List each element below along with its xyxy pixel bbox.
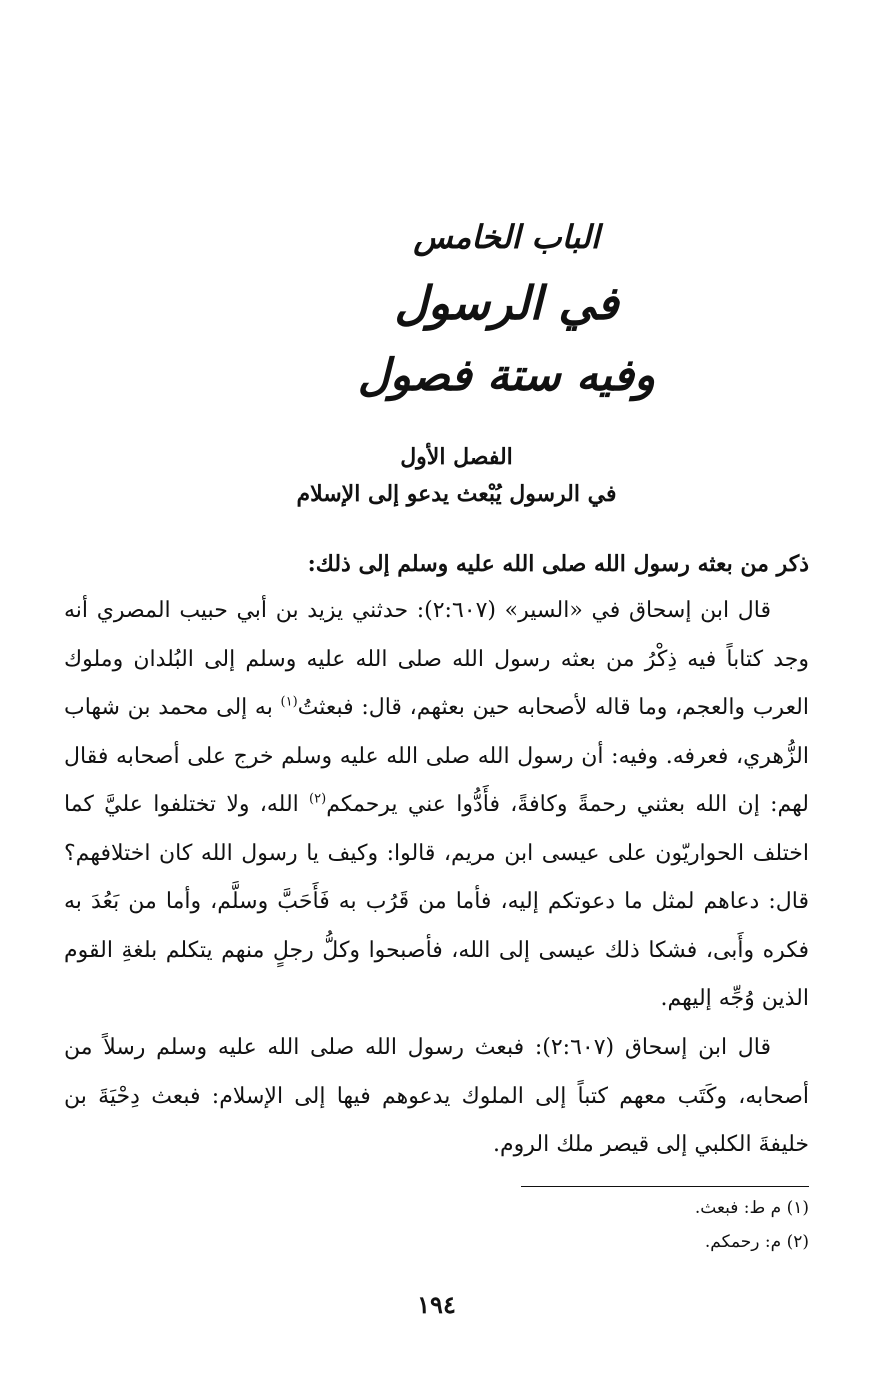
footnote-divider bbox=[521, 1186, 809, 1187]
footnote-ref-2[interactable]: (٢) bbox=[309, 791, 327, 807]
lead-line: ذكر من بعثه رسول الله صلى الله عليه وسلم إلى ذلك: bbox=[307, 551, 809, 577]
paragraph-2: قال ابن إسحاق (٢:٦٠٧): فبعث رسول الله صلى الله عليه وسلم رسلاً من أصحابه، وكَتَب معهم كتباً إلى الملوك يدعوهم فيها إلى الإسلام: فبعث دِحْيَةَ بن خليفةَ الكلبي إلى قيصر ملك الروم. bbox=[64, 1035, 809, 1157]
footnote-ref-1[interactable]: (١) bbox=[280, 694, 298, 710]
page-number: ١٩٤ bbox=[417, 1290, 456, 1319]
paragraph-1-part-a: قال ابن إسحاق في «السير» (٢:٦٠٧): حدثني يزيد بن أبي حبيب المصري أنه وجد كتاباً فيه ذِكْرُ من بعثه رسول الله صلى الله عليه وسلم إلى البُلدان وملوك العرب والعجم، وما قاله لأصحابه حين بعثهم، قال: فبعثتُ bbox=[64, 598, 809, 720]
footnote-1: (١) م ط: فبعث. bbox=[694, 1198, 809, 1218]
paragraph-1-part-c: الله، ولا تختلفوا عليَّ كما اختلف الحواريّون على عيسى ابن مريم، قالوا: وكيف يا رسول الله كان اختلافهم؟ قال: دعاهم لمثل ما دعوتكم إليه، فأما من قَرُب به فَأَحَبَّ وسلَّم، وأما من بَعُدَ به فكره وأَبى، فشكا ذلك عيسى إلى الله، فأصبحوا وكلُّ رجلٍ منهم يتكلم بلغةِ القوم الذين وُجِّه إليهم. bbox=[64, 792, 809, 1011]
footnote-2: (٢) م: رحمكم. bbox=[704, 1232, 809, 1252]
chapter-sections-note: وفيه ستة فصول bbox=[357, 350, 656, 401]
section-heading: الفصل الأول bbox=[400, 444, 513, 470]
section-subheading: في الرسول يُبْعث يدعو إلى الإسلام bbox=[296, 481, 617, 507]
paragraph-1-part-b: به إلى محمد بن شهاب الزُّهري، فعرفه. وفيه: أن رسول الله صلى الله عليه وسلم خرج على أصحابه فقال لهم: إن الله بعثني رحمةً وكافةً، فأَدُّوا عني يرحمكم bbox=[64, 695, 809, 817]
chapter-title: الباب الخامس bbox=[413, 218, 600, 256]
chapter-subject: في الرسول bbox=[394, 276, 619, 330]
paragraph-1 bbox=[64, 587, 809, 1024]
